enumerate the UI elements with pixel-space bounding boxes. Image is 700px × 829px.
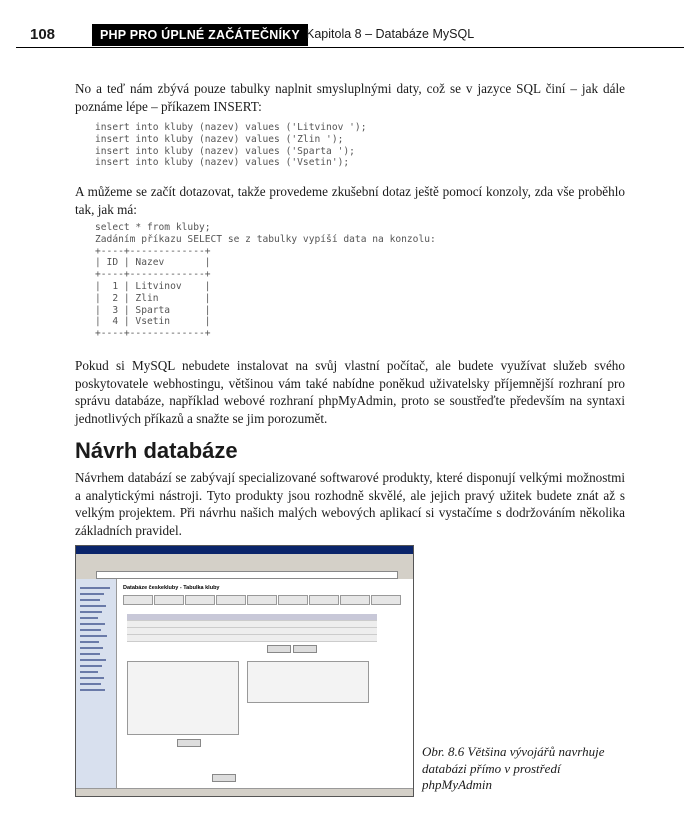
screenshot-sidebar	[76, 579, 117, 796]
phpmyadmin-screenshot	[75, 545, 414, 797]
page-number: 108	[30, 26, 56, 43]
chapter-title: Kapitola 8 – Databáze MySQL	[306, 27, 475, 41]
screenshot-heading: Databáze českekluby - Tabulka kluby	[123, 585, 220, 591]
code-insert-block: insert into kluby (nazev) values ('Litvinov '); insert into kluby (nazev) values ('Zlin '); insert into kluby (nazev) values ('Sparta '); insert into kluby (nazev) values ('Vsetin');	[95, 122, 367, 169]
screenshot-address-bar	[76, 570, 413, 578]
paragraph-hosting: Pokud si MySQL nebudete instalovat na svůj vlastní počítač, ale budete využívat služeb svého poskytovatele webhostingu, většinou vám také nabídne poněkud uživatelsky příjemnější rozhraní pro správu databáze, například webové rozhraní phpMyAdmin, proto se soustřeďte především na syntaxi jednotlivých příkazů a snažte se jim porozumět.	[75, 358, 625, 426]
paragraph-intro-insert: No a teď nám zbývá pouze tabulky naplnit smysluplnými daty, což se v jazyce SQL činí – jak dále poznáme lépe – příkazem INSERT:	[75, 81, 625, 114]
paragraph-design: Návrhem databází se zabývají specializované softwarové produkty, které disponují velkými možnostmi a analytickými nástroji. Tyto produkty jsou rozhodně skvělé, ale jejich pravý užitek budete znát až s velkým projektem. Při návrhu našich malých webových aplikací si vystačíme s dodržováním několika základních pravidel.	[75, 470, 625, 538]
section-heading: Návrh databáze	[75, 438, 238, 463]
screenshot-space-panel	[247, 661, 369, 703]
paragraph-select-intro: A můžeme se začít dotazovat, takže provedeme zkušební dotaz ještě pomocí konzoly, zda vše proběhlo tak, jak má:	[75, 184, 625, 217]
screenshot-status-bar	[76, 788, 413, 796]
screenshot-title-bar	[76, 546, 413, 554]
book-title: PHP PRO ÚPLNÉ ZAČÁTEČNÍKY	[92, 24, 308, 46]
screenshot-tabs	[123, 595, 408, 604]
figure-caption	[422, 744, 632, 794]
screenshot-main-area	[117, 579, 413, 796]
caption-text: Většina vývojářů navrhuje databázi přímo v prostředí phpMyAdmin	[422, 744, 605, 792]
caption-label: Obr. 8.6	[422, 744, 465, 759]
screenshot-index-panel	[127, 661, 239, 735]
header-rule	[16, 47, 684, 48]
code-select-block: select * from kluby; Zadáním příkazu SELECT se z tabulky vypíší data na konzolu: +----+-------------+ | ID | Nazev | +----+-------------+ | 1 | Litvinov | | 2 | Zlin | | 3 | Sparta | | 4 | Vsetin | +----+-------------+	[95, 222, 436, 340]
screenshot-menu-bar	[76, 554, 414, 561]
page-header	[16, 22, 684, 48]
